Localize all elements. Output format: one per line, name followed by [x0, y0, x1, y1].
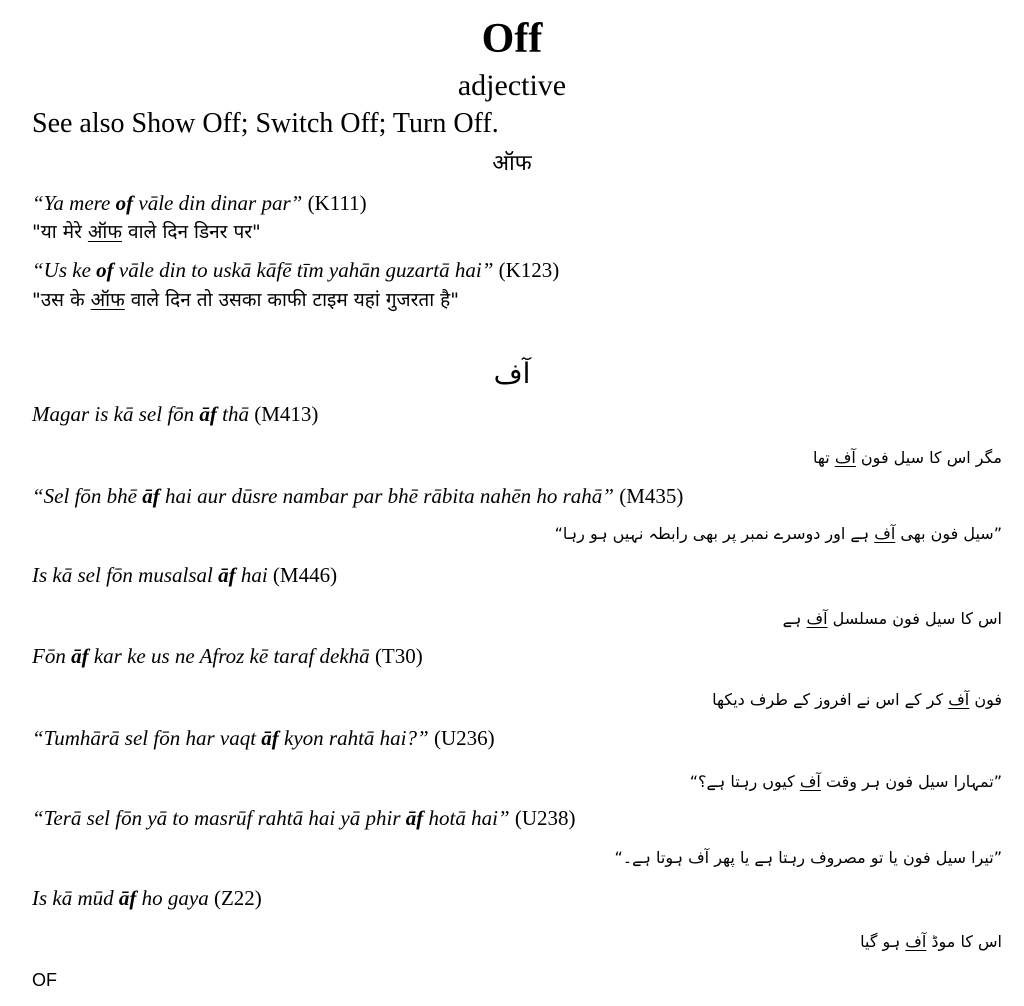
example-roman: “Sel fōn bhē āf hai aur dūsre nambar par bhē rābita nahēn ho rahā” (M435)	[32, 484, 684, 508]
source-ref: (K111)	[302, 191, 367, 215]
footer-label: OF	[32, 970, 57, 990]
keyword: آف	[799, 772, 821, 791]
keyword: āf	[71, 644, 89, 668]
keyword: آف	[905, 932, 927, 951]
keyword: āf	[118, 886, 137, 910]
example-urdu: اس کا سیل فون مسلسل آف ہے	[782, 609, 1002, 628]
keyword: of	[96, 258, 114, 282]
example-hindi: "या मेरे ऑफ वाले दिन डिनर पर"	[32, 221, 261, 243]
source-ref: (K123)	[493, 258, 560, 282]
source-ref: (U238)	[509, 806, 576, 830]
urdu-heading: آف	[493, 357, 531, 390]
source-ref: (U236)	[428, 726, 495, 750]
example-roman: Is kā sel fōn musalsal āf hai (M446)	[32, 563, 338, 587]
example-urdu: ”تیرا سیل فون یا تو مصروف رہتا ہے یا پھر آف ہوتا ہے۔“	[614, 848, 1002, 867]
example-hindi: "उस के ऑफ वाले दिन तो उसका काफी टाइम यहां गुजरता है"	[32, 289, 460, 311]
keyword: آف	[806, 609, 828, 628]
see-also: See also Show Off; Switch Off; Turn Off.	[32, 108, 499, 139]
keyword: āf	[261, 726, 279, 750]
keyword: آف	[874, 524, 896, 543]
keyword: آف	[948, 690, 970, 709]
example-roman: Is kā mūd āf ho gaya (Z22)	[32, 886, 262, 910]
example-urdu: ”سیل فون بھی آف ہے اور دوسرے نمبر پر بھی رابطہ نہیں ہو رہا“	[554, 524, 1002, 543]
example-urdu: فون آف کر کے اس نے افروز کے طرف دیکھا	[712, 690, 1002, 709]
example-roman: “Tumhārā sel fōn har vaqt āf kyon rahtā hai?” (U236)	[32, 726, 495, 750]
keyword: āf	[405, 806, 424, 830]
keyword: āf	[218, 563, 236, 587]
source-ref: (M435)	[614, 484, 684, 508]
example-urdu: مگر اس کا سیل فون آف تھا	[813, 448, 1002, 467]
example-urdu: ”تمہارا سیل فون ہر وقت آف کیوں رہتا ہے؟“	[689, 772, 1002, 791]
keyword: ऑफ	[90, 289, 125, 311]
example-roman: Fōn āf kar ke us ne Afroz kē taraf dekhā (T30)	[32, 644, 423, 668]
source-ref: (M446)	[267, 563, 338, 587]
keyword: آف	[688, 848, 710, 867]
keyword: ऑफ	[87, 221, 122, 243]
example-urdu: اس کا موڈ آف ہو گیا	[860, 932, 1002, 951]
part-of-speech: adjective	[457, 69, 567, 102]
source-ref: (Z22)	[208, 886, 262, 910]
source-ref: (T30)	[369, 644, 423, 668]
source-ref: (M413)	[249, 402, 319, 426]
keyword: آف	[834, 448, 856, 467]
example-roman: “Ya mere of vāle din dinar par” (K111)	[32, 191, 367, 215]
example-roman: “Terā sel fōn yā to masrūf rahtā hai yā phir āf hotā hai” (U238)	[32, 806, 576, 830]
hindi-heading: ऑफ	[492, 151, 532, 176]
keyword: of	[115, 191, 134, 215]
keyword: āf	[199, 402, 217, 426]
example-roman: Magar is kā sel fōn āf thā (M413)	[32, 402, 319, 426]
example-roman: “Us ke of vāle din to uskā kāfē tīm yahān guzartā hai” (K123)	[32, 258, 560, 282]
headword: Off	[481, 16, 543, 62]
keyword: āf	[142, 484, 160, 508]
